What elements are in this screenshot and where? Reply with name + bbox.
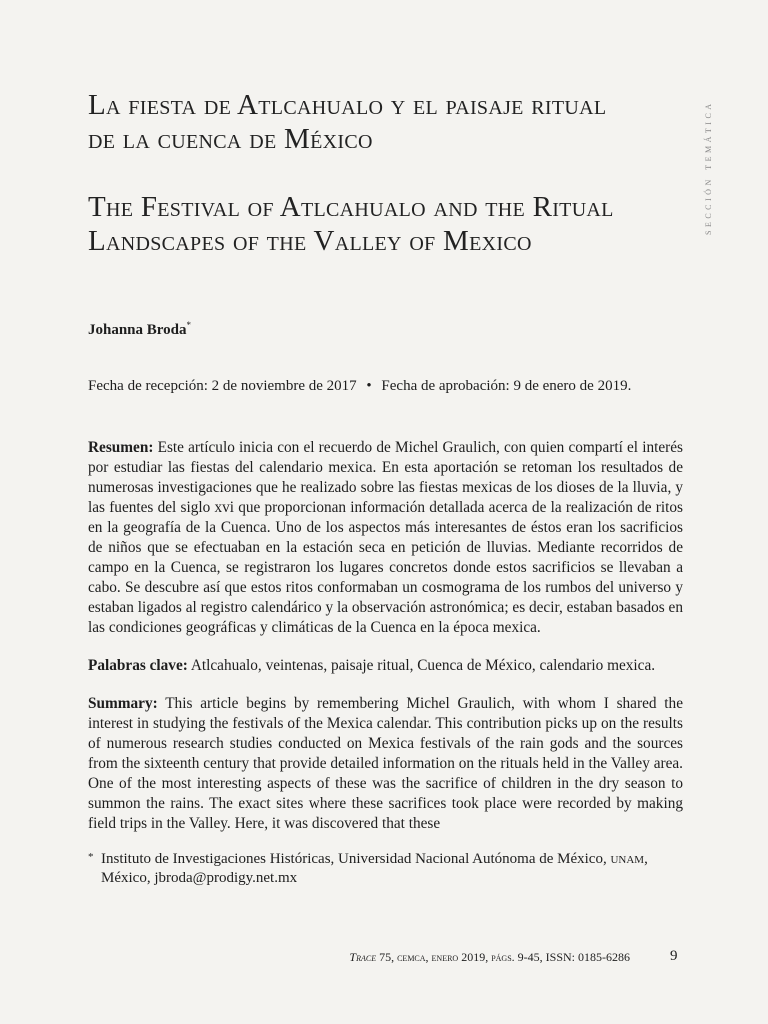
author-name: Johanna Broda [88, 322, 187, 338]
footnote [88, 850, 688, 888]
title-english-line2: Landscapes of the Valley of Mexico [88, 225, 532, 257]
date-received: Fecha de recepción: 2 de noviembre de 2017 [88, 378, 357, 394]
summary-paragraph [88, 694, 683, 834]
keywords-paragraph [88, 656, 683, 676]
title-spanish-line2: de la cuenca de México [88, 123, 373, 155]
title-english-line1: The Festival of Atlcahualo and the Ritual [88, 191, 614, 223]
section-label: sección temática [700, 100, 714, 235]
title-spanish [88, 88, 688, 156]
footnote-affiliation: Instituto de Investigaciones Históricas, Universidad Nacional Autónoma de México, [101, 851, 611, 867]
page-number: 9 [670, 948, 678, 964]
title-english [88, 190, 688, 258]
resumen-label: Resumen: [88, 439, 154, 456]
running-footer [340, 950, 630, 965]
footnote-line1 [101, 850, 688, 869]
footnote-comma: , [644, 851, 648, 867]
dates [88, 378, 688, 395]
resumen-paragraph [88, 438, 683, 638]
journal-name: Trace [349, 950, 377, 964]
author-footnote-mark[interactable]: * [186, 320, 192, 330]
keywords-text: Atlcahualo, veintenas, paisaje ritual, Cuenca de México, calendario mexica. [187, 657, 656, 674]
journal-details: 75, cemca, enero 2019, págs. 9-45, ISSN: 0185-6286 [376, 950, 630, 964]
summary-label: Summary: [88, 695, 158, 712]
footnote-acronym: unam [610, 851, 645, 867]
summary-text: This article begins by remembering Michel Graulich, with whom I shared the interest in studying the festivals of the Mexica calendar. This contribution picks up on the results of numerous research studies conducted on Mexica festivals of the rain gods and the sources from the sixteenth century that provide detailed information on the rituals held in the Valley area. One of the most interesting aspects of these was the sacrifice of children in the dry season to summon the rains. The exact sites where these sacrifices took place were recorded by making field trips in the Valley. Here, it was discovered that these [88, 695, 683, 832]
keywords-label: Palabras clave: [88, 657, 188, 674]
title-spanish-line1: La fiesta de Atlcahualo y el paisaje ritual [88, 89, 607, 121]
footnote-line2[interactable]: México, jbroda@prodigy.net.mx [101, 870, 298, 886]
date-separator: • [366, 378, 372, 394]
resumen-text: Este artículo inicia con el recuerdo de Michel Graulich, con quien compartí el interés por estudiar las fiestas del calendario mexica. En esta aportación se retoman los resultados de numerosas investigaciones que he realizado sobre las fiestas mexicas de los dioses de la lluvia, y las fuentes del siglo xvi que proporcionan información detallada acerca de la realización de ritos en la geografía de la Cuenca. Uno de los aspectos más interesantes de éstos eran los sacrificios de niños que se efectuaban en la estación seca en petición de lluvias. Mediante recorridos de campo en la Cuenca, se registraron los lugares concretos donde estos sacrificios se llevaban a cabo. Se descubre así que estos ritos conformaban un cosmograma de los rumbos del universo y estaban ligados al registro calendárico y la observación astronómica; es decir, estaban basados en las condiciones geográficas y climáticas de la Cuenca en la época mexica. [88, 439, 683, 636]
author [88, 320, 191, 339]
footnote-mark: * [88, 851, 94, 863]
date-approved: Fecha de aprobación: 9 de enero de 2019. [381, 378, 632, 394]
